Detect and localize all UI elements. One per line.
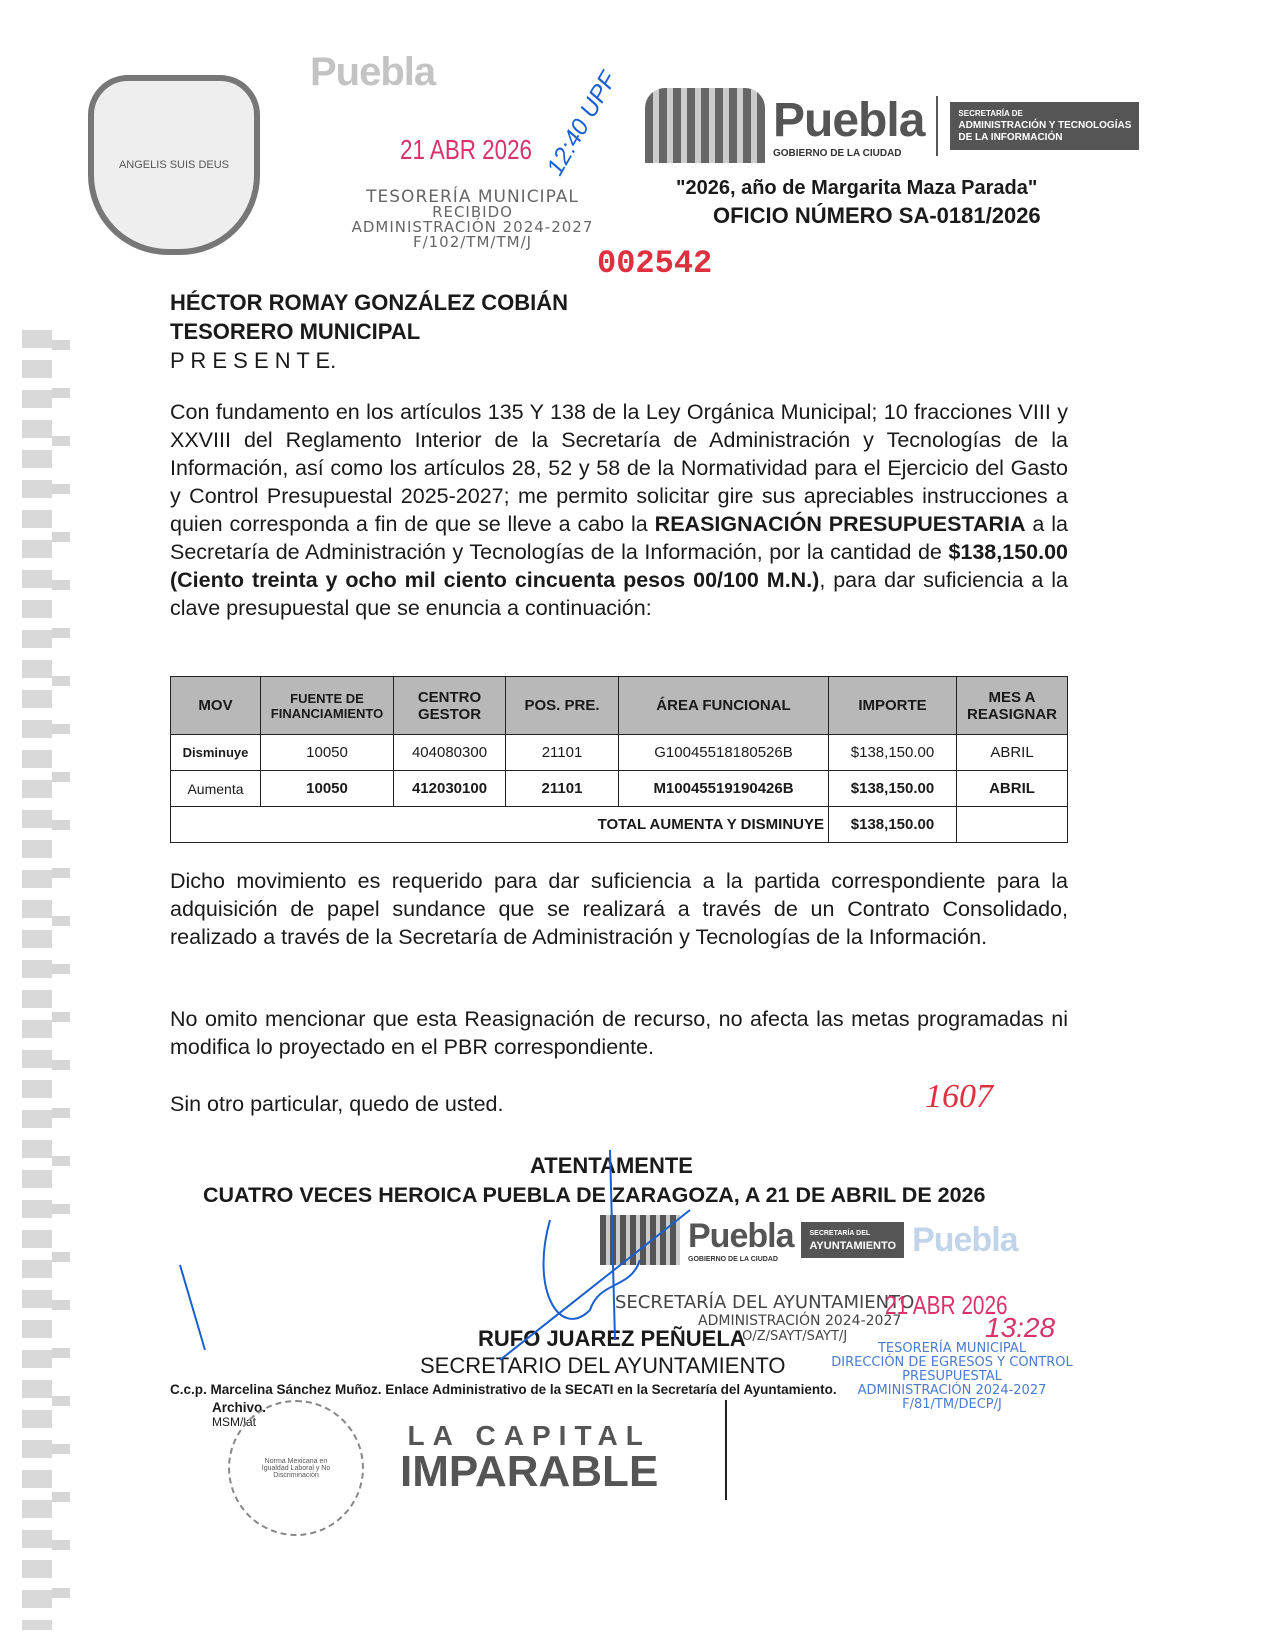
signer-name: RUFO JUAREZ PEÑUELA	[478, 1326, 746, 1351]
norma-igualdad-seal: Norma Mexicana en Igualdad Laboral y No Discriminación	[228, 1400, 364, 1536]
table-row: Disminuye 10050 404080300 21101 G10045518180526B $138,150.00 ABRIL	[171, 735, 1068, 771]
decorative-border-pattern	[52, 340, 70, 1630]
egresos-stamp: TESORERÍA MUNICIPAL DIRECCIÓN DE EGRESOS Y CONTROL PRESUPUESTAL ADMINISTRACIÓN 2024-2027 F/81/TM/DECP/J	[831, 1341, 1073, 1412]
initials: MSM/lat	[212, 1415, 257, 1429]
divider	[725, 1400, 727, 1500]
egresos-date-stamp: 21 ABR 2026	[885, 1290, 1008, 1320]
place-date: CUATRO VECES HEROICA PUEBLA DE ZARAGOZA, A 21 DE ABRIL DE 2026	[203, 1183, 986, 1207]
year-motto: "2026, año de Margarita Maza Parada"	[676, 177, 1038, 199]
table-header-row: MOV FUENTE DE FINANCIAMIENTO CENTRO GESTOR POS. PRE. ÁREA FUNCIONAL IMPORTE MES A REASIGNAR	[171, 677, 1068, 735]
tesoreria-received-stamp: TESORERÍA MUNICIPAL RECIBIDO ADMINISTRACIÓN 2024-2027 F/102/TM/TM/J	[351, 187, 594, 251]
slogan-logo: LA CAPITAL IMPARABLE	[400, 1420, 659, 1496]
paragraph-goals: No omito mencionar que esta Reasignación de recurso, no afecta las metas programadas ni modifica lo proyectado en el PBR correspondiente.	[170, 1007, 1068, 1059]
handwritten-time: 12:40 UPF	[541, 67, 623, 181]
puebla-logo: Puebla GOBIERNO DE LA CIUDAD SECRETARÍA DE ADMINISTRACIÓN Y TECNOLOGÍAS DE LA INFORMACIÓN	[645, 88, 1139, 163]
signature	[170, 1140, 730, 1370]
tesoreria-logo-faded: Puebla	[310, 50, 436, 94]
oficio-number: OFICIO NÚMERO SA-0181/2026	[713, 203, 1041, 228]
paragraph-request: Con fundamento en los artículos 135 Y 138 de la Ley Orgánica Municipal; 10 fracciones VIII y XXVIII del Reglamento Interior de la Secretaría de Administración y Tecnologías de la Información, así como los artículos 28, 52 y 58 de la Normatividad para el Ejercicio del Gasto y Control Presupuestal 2025-2027; me permito solicitar gire sus apreciables instrucciones a quien corresponda a fin de que se lleve a cabo la REASIGNACIÓN PRESUPUESTARIA a la Secretaría de Administración y Tecnologías de la Información, por la cantidad de $138,150.00 (Ciento treinta y ocho mil ciento cincuenta pesos 00/100 M.N.), para dar suficiencia a la clave presupuestal que se enuncia a continuación:	[170, 400, 1068, 620]
atentamente: ATENTAMENTE	[530, 1153, 693, 1178]
paragraph-justification: Dicho movimiento es requerido para dar suficiencia a la partida correspondiente para la adquisición de papel sundance que se realizará a través de un Contrato Consolidado, realizado a través de la Secretaría de Administración y Tecnologías de la Información.	[170, 869, 1068, 949]
ayuntamiento-stamp: SECRETARÍA DEL AYUNTAMIENTO ADMINISTRACIÓN 2024-2027 O/Z/SAYT/SAYT/J	[615, 1292, 915, 1344]
paragraph-closing: Sin otro particular, quedo de usted.	[170, 1092, 504, 1116]
table-total-row: TOTAL AUMENTA Y DISMINUYE $138,150.00	[171, 807, 1068, 843]
puebla-emblem-icon	[645, 88, 765, 163]
budget-table	[170, 676, 1068, 843]
table-row: Aumenta 10050 412030100 21101 M10045519190426B $138,150.00 ABRIL	[171, 771, 1068, 807]
secretaria-badge: SECRETARÍA DE ADMINISTRACIÓN Y TECNOLOGÍAS DE LA INFORMACIÓN	[950, 102, 1139, 150]
recipient-block: HÉCTOR ROMAY GONZÁLEZ COBIÁN TESORERO MUNICIPAL P R E S E N T E.	[170, 290, 569, 373]
folio-number: 002542	[597, 245, 713, 282]
received-date-stamp: 21 ABR 2026	[400, 134, 533, 165]
ccp-line: C.c.p. Marcelina Sánchez Muñoz. Enlace Administrativo de la SECATI en la Secretaría del Ayuntamiento.	[170, 1382, 837, 1397]
handwritten-received-time: 13:28	[985, 1312, 1056, 1343]
city-seal: ANGELIS SUIS DEUS	[88, 75, 260, 255]
handwritten-folio: 1607	[925, 1078, 993, 1115]
signer-title: SECRETARIO DEL AYUNTAMIENTO	[420, 1353, 786, 1378]
archivo-line: Archivo.	[212, 1400, 267, 1415]
ayuntamiento-logo: Puebla GOBIERNO DE LA CIUDAD SECRETARÍA DEL AYUNTAMIENTO Puebla	[600, 1215, 1018, 1265]
